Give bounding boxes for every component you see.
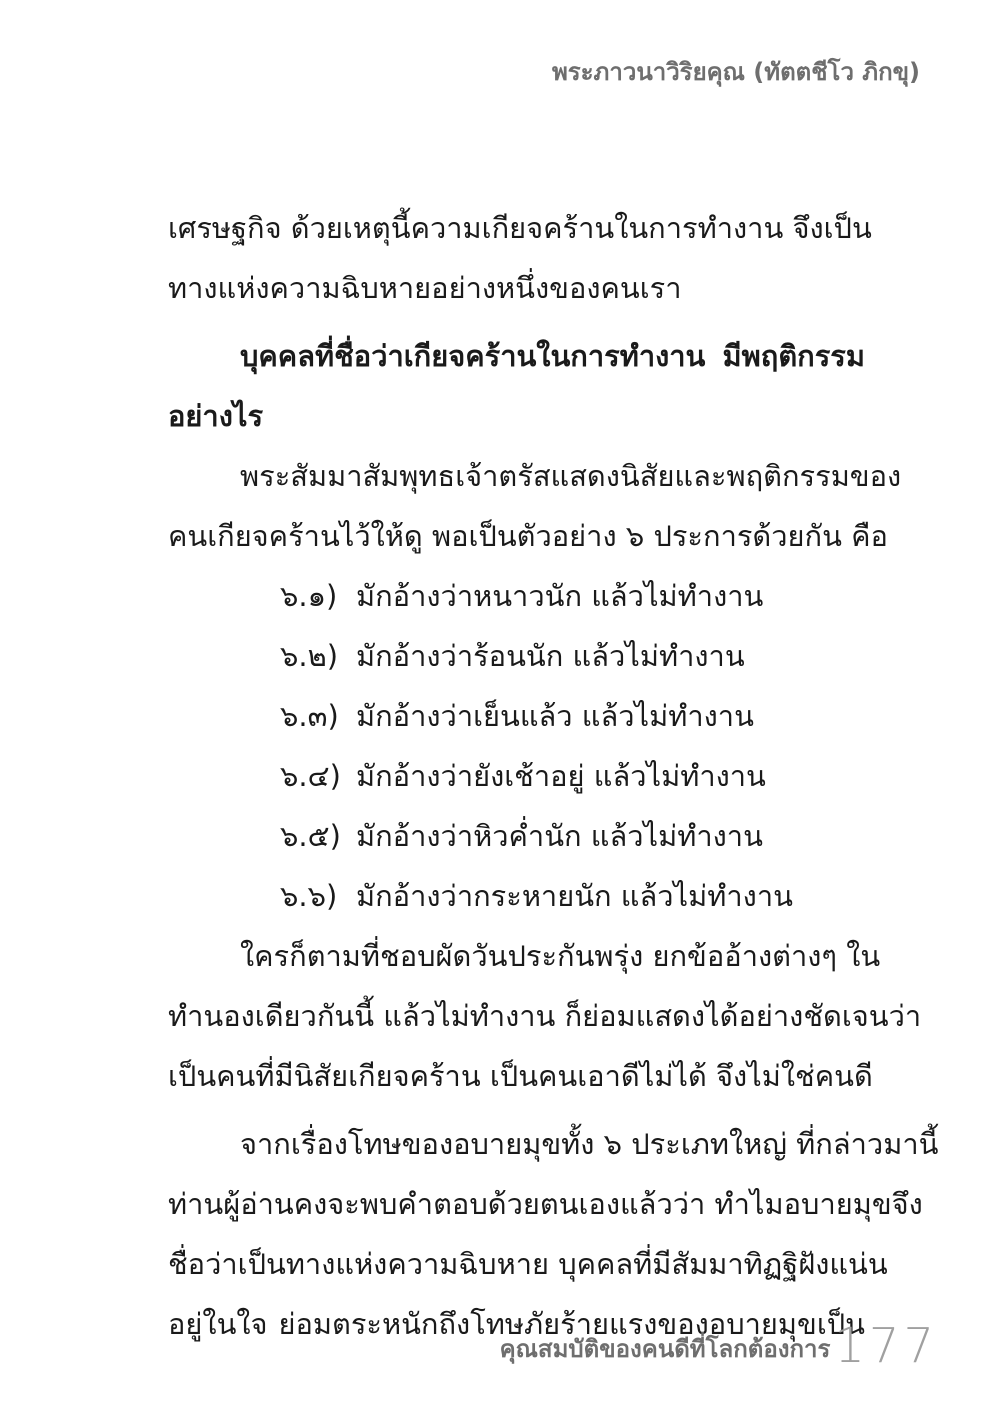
paragraph-1 [168, 198, 872, 318]
list-item [280, 626, 865, 686]
text-line: ทำนองเดียวกันนี้ แล้วไม่ทำงาน ก็ย่อมแสดงได้อย่างชัดเจนว่า [168, 999, 922, 1033]
running-header: พระภาวนาวิริยคุณ (ทัตตชีโว ภิกขุ) [551, 58, 920, 86]
list-item-number: ๖.๓) [280, 699, 339, 733]
text-line: คนเกียจคร้านไว้ให้ดู พอเป็นตัวอย่าง ๖ ประการด้วยกัน คือ [168, 519, 888, 553]
paragraph-3 [168, 926, 922, 1106]
list-item-number: ๖.๕) [280, 819, 341, 853]
list-item-text: มักอ้างว่ากระหายนัก แล้วไม่ทำงาน [356, 879, 793, 913]
text-line: ท่านผู้อ่านคงจะพบคำตอบด้วยตนเองแล้วว่า ทำไมอบายมุขจึง [168, 1187, 923, 1221]
list-item-text: มักอ้างว่าหิวค่ำนัก แล้วไม่ทำงาน [356, 819, 763, 853]
page-number: 177 [834, 1318, 938, 1374]
paragraph-2 [168, 446, 902, 566]
list-item-number: ๖.๔) [280, 759, 341, 793]
text-line: ชื่อว่าเป็นทางแห่งความฉิบหาย บุคคลที่มีสัมมาทิฏฐิฝังแน่น [168, 1247, 888, 1281]
text-line: ทางแห่งความฉิบหายอย่างหนึ่งของคนเรา [168, 271, 682, 305]
text-line: ใครก็ตามที่ชอบผัดวันประกันพรุ่ง ยกข้ออ้างต่างๆ ใน [240, 939, 881, 973]
heading-line: อย่างไร [168, 399, 264, 433]
list-item [280, 806, 865, 866]
text-line: อยู่ในใจ ย่อมตระหนักถึงโทษภัยร้ายแรงของอบายมุขเป็น [168, 1307, 865, 1341]
text-line: เป็นคนที่มีนิสัยเกียจคร้าน เป็นคนเอาดีไม่ได้ จึงไม่ใช่คนดี [168, 1059, 873, 1093]
text-line: จากเรื่องโทษของอบายมุขทั้ง ๖ ประเภทใหญ่ ที่กล่าวมานี้ [240, 1127, 939, 1161]
list-item-number: ๖.๖) [280, 879, 338, 913]
list-item [280, 686, 865, 746]
list-item-text: มักอ้างว่าร้อนนัก แล้วไม่ทำงาน [356, 639, 745, 673]
list-item-text: มักอ้างว่าเย็นแล้ว แล้วไม่ทำงาน [356, 699, 754, 733]
footer-book-title: คุณสมบัติของคนดีที่โลกต้องการ [499, 1335, 831, 1363]
numbered-list [168, 566, 865, 926]
list-item-text: มักอ้างว่าหนาวนัก แล้วไม่ทำงาน [356, 579, 764, 613]
list-item [280, 866, 865, 926]
text-line: เศรษฐกิจ ด้วยเหตุนี้ความเกียจคร้านในการทำงาน จึงเป็น [168, 211, 872, 245]
list-item [280, 746, 865, 806]
page-footer [500, 1318, 938, 1374]
list-item-number: ๖.๑) [280, 579, 338, 613]
list-item-text: มักอ้างว่ายังเช้าอยู่ แล้วไม่ทำงาน [356, 759, 766, 793]
list-item [280, 566, 865, 626]
heading-line: บุคคลที่ชื่อว่าเกียจคร้านในการทำงาน มีพฤติกรรม [240, 339, 865, 373]
text-line: พระสัมมาสัมพุทธเจ้าตรัสแสดงนิสัยและพฤติกรรมของ [240, 459, 902, 493]
section-heading [168, 326, 865, 446]
list-item-number: ๖.๒) [280, 639, 339, 673]
